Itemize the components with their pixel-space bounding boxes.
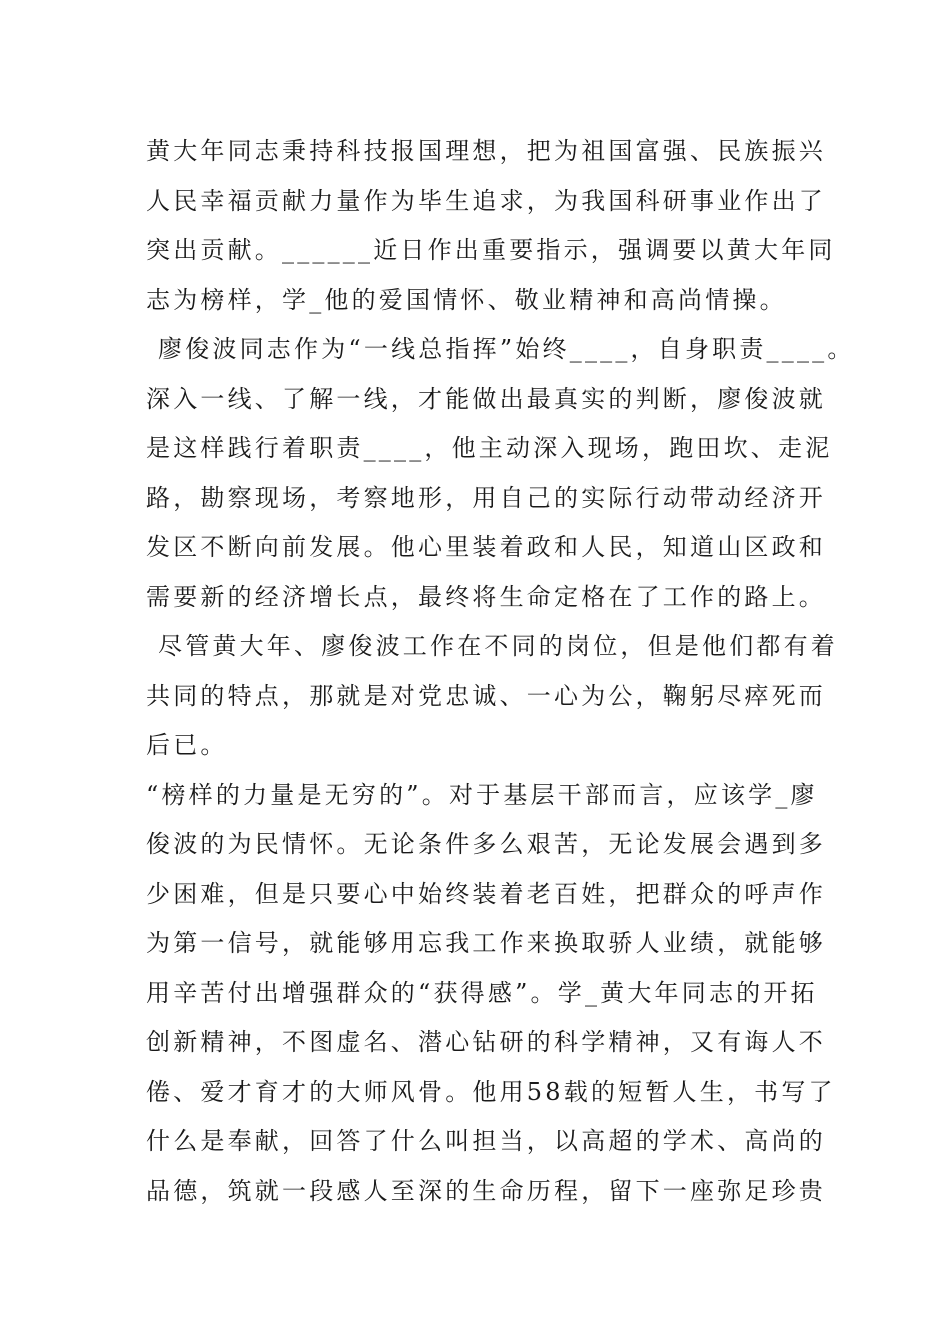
text-line: 突出贡献。______近日作出重要指示，强调要以黄大年同 [146, 236, 836, 264]
text-line: 尽管黄大年、廖俊波工作在不同的岗位，但是他们都有着 [158, 632, 838, 660]
text-line: 创新精神，不图虚名、潜心钻研的科学精神，又有诲人不 [146, 1028, 826, 1056]
text-line: 用辛苦付出增强群众的“获得感”。学_黄大年同志的开拓 [146, 978, 818, 1007]
text-line: 是这样践行着职责____，他主动深入现场，跑田坎、走泥 [146, 434, 833, 462]
text-line: 深入一线、了解一线，才能做出最真实的判断，廖俊波就 [146, 384, 826, 413]
text-line: 人民幸福贡献力量作为毕生追求，为我国科研事业作出了 [146, 186, 826, 215]
text-line: 什么是奉献，回答了什么叫担当，以高超的学术、高尚的 [146, 1127, 826, 1155]
text-line: 廖俊波同志作为“一线总指挥”始终____，自身职责____。 [158, 335, 855, 363]
text-line: 发区不断向前发展。他心里装着政和人民，知道山区政和 [146, 533, 826, 561]
text-line: “榜样的力量是无穷的”。对于基层干部而言，应该学_廖 [146, 780, 818, 809]
document-body [146, 127, 855, 1216]
text-line: 俊波的为民情怀。无论条件多么艰苦，无论发展会遇到多 [146, 830, 826, 858]
text-line: 倦、爱才育才的大师风骨。他用58载的短暂人生，书写了 [146, 1077, 836, 1106]
text-line: 路，勘察现场，考察地形，用自己的实际行动带动经济开 [146, 483, 826, 512]
text-line: 为第一信号，就能够用忘我工作来换取骄人业绩，就能够 [146, 929, 826, 957]
text-line: 后已。 [146, 731, 228, 759]
text-line: 黄大年同志秉持科技报国理想，把为祖国富强、民族振兴 [146, 137, 826, 165]
text-line: 少困难，但是只要心中始终装着老百姓，把群众的呼声作 [146, 879, 826, 908]
text-line: 品德，筑就一段感人至深的生命历程，留下一座弥足珍贵 [146, 1176, 826, 1205]
text-line: 志为榜样，学_他的爱国情怀、敬业精神和高尚情操。 [146, 285, 787, 314]
text-line: 需要新的经济增长点，最终将生命定格在了工作的路上。 [146, 582, 826, 611]
text-line: 共同的特点，那就是对党忠诚、一心为公，鞠躬尽瘁死而 [146, 681, 826, 710]
